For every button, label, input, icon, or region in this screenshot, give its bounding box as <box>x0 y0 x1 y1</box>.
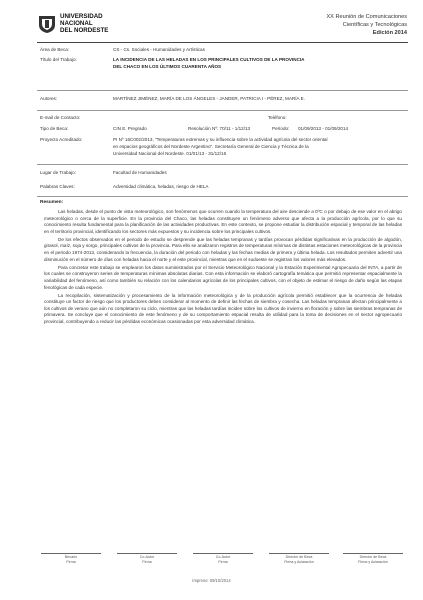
abstract-paragraph: Las heladas, desde el punto de vista meteorológico, son fenómenos que ocurren cuando la temperatura del aire desciende a 0ºC o por debajo de ese valor en el abrigo meteorológico o cerca de la superficie. En la provincia del Chaco, las heladas constituyen un fenómeno adverso que afecta a la producción agrícola, por lo que su conocimiento resulta fundamental para la planificación de las actividades productivas. En este contexto, se propone estudiar la distribución espacial y temporal de las heladas en el territorio provincial, identificando los sectores más expuestos y su incidencia sobre los principales cultivos. <box>44 209 402 234</box>
meeting-line-2: Científicas y Tecnológicas <box>342 22 407 28</box>
section-divider <box>37 164 408 165</box>
section-divider <box>37 110 408 111</box>
signature-line <box>41 553 101 554</box>
signature-block <box>41 553 101 564</box>
signature-caption: Firma <box>142 559 152 564</box>
section-divider <box>37 90 408 91</box>
title-label: Título del Trabajo: <box>40 57 77 62</box>
project-line-2: en espacios geográficos del Nordeste Argentino". Secretaría General de Ciencia y Técnica de la <box>113 144 309 149</box>
abstract-paragraph: De los efectos observados en el periodo de estudio se desprende que las heladas tempranas y tardías provocan pérdidas significativas en la producción de algodón, girasol, maíz, soja y sorgo, principales cultivos de la provincia. Para ello se analizaron registros de temperaturas mínimas de distintas estaciones meteorológicas de la provincia en el periodo 1974-2013, considerando la frecuencia, la duración del periodo con heladas y las fechas medias de primera y última helada. Los resultados permiten advertir una disminución en el número de días con heladas hacia el norte y el este provincial, mientras que en el sudoeste se registran los valores más elevados. <box>44 236 402 262</box>
abstract-paragraph: La recopilación, sistematización y procesamiento de la información meteorológica y de la producción agrícola permitió establecer que la ocurrencia de heladas constituye un factor de riesgo que los productores deben considerar al momento de definir las fechas de siembra y cosecha. Las heladas tempranas afectan principalmente a los cultivos de verano que aún no completaron su ciclo, mientras que las heladas tardías inciden sobre los cultivos de invierno en floración y sobre las siembras tempranas de primavera. Se concluye que el conocimiento de este fenómeno y de su comportamiento espacial resulta de utilidad para la toma de decisiones en el sector agropecuario provincial, contribuyendo a reducir las pérdidas económicas ocasionadas por esta adversidad climática. <box>44 292 402 324</box>
signature-role: Becario <box>64 555 78 559</box>
university-line-3: DEL NORDESTE <box>60 27 109 34</box>
signature-block <box>343 553 403 564</box>
signature-role: Director de Beca <box>359 555 387 559</box>
signature-block <box>117 553 177 564</box>
signature-caption: Firma y Aclaración <box>358 559 388 564</box>
title-line-2: DEL CHACO EN LOS ÚLTIMOS CUARENTA AÑOS <box>113 64 222 69</box>
workplace-value: Facultad de Humanidades <box>113 170 167 175</box>
title-line-1: LA INCIDENCIA DE LAS HELADAS EN LOS PRINCIPALES CULTIVOS DE LA PROVINCIA <box>113 57 305 62</box>
abstract-paragraph: Para concretar este trabajo se emplearon los datos suministrados por el Servicio Meteorológico Nacional y la Estación Experimental Agropecuaria del INTA, a partir de los cuales se construyeron series de temperaturas mínimas absolutas diarias. Con esta información se elaboró cartografía temática que permitió representar espacialmente la variabilidad del fenómeno, así como también su relación con los calendarios agrícolas de los principales cultivos, con el objeto de estimar el riesgo de daño según las etapas fenológicas de cada especie. <box>44 264 402 290</box>
signature-role: Co-Autor <box>139 555 155 559</box>
resolution-value: Resolución Nº: 70/11 - 1/12/13 <box>188 126 251 131</box>
document-header <box>0 0 423 40</box>
signature-line <box>343 553 403 554</box>
period-label: Período: <box>272 126 290 131</box>
signature-line <box>117 553 177 554</box>
project-label: Proyecto Acreditado: <box>40 137 83 142</box>
abstract-title: Resumen: <box>40 200 64 205</box>
university-line-2: NACIONAL <box>60 20 93 27</box>
authors-value: MARTÍNEZ JIMÉNEZ, MARÍA DE LOS ÁNGELES - JANDER, PATRICIA I - PÉREZ, MARÍA E. <box>113 96 305 101</box>
keywords-value: Adversidad climática, heladas, riesgo de HELA <box>113 184 209 189</box>
signature-caption: Firma y Aclaración <box>284 559 314 564</box>
email-label: E-mail de Contacto: <box>40 115 81 120</box>
edition-label: Edición 2014 <box>372 30 407 36</box>
area-value: CS - Cs. Sociales - Humanidades y Artísticas <box>113 47 205 52</box>
section-divider <box>37 196 408 197</box>
project-line-3: Universidad Nacional del Nordeste. 01/01/13 - 31/12/16 <box>113 151 227 156</box>
university-line-1: UNIVERSIDAD <box>60 13 103 20</box>
university-shield-icon <box>37 14 57 34</box>
university-name <box>60 13 108 34</box>
print-date: Impreso: 09/10/2014 <box>192 578 231 583</box>
project-line-1: PI Nº 16C002/2013, "Temperaturas extremas y su influencia sobre la actividad agrícola del sector oriental <box>113 137 328 142</box>
phone-label: Teléfono: <box>268 115 287 120</box>
signature-role: Director de Beca <box>285 555 313 559</box>
signature-line <box>193 553 253 554</box>
signature-line <box>269 553 329 554</box>
authors-label: Autores: <box>40 96 58 101</box>
meeting-title <box>326 13 407 37</box>
workplace-label: Lugar de Trabajo: <box>40 170 77 175</box>
signature-caption: Firma <box>66 559 76 564</box>
area-label: Área de Beca: <box>40 47 70 52</box>
meeting-line-1: XX Reunión de Comunicaciones <box>326 14 407 20</box>
keywords-label: Palabras Claves: <box>40 184 75 189</box>
signature-block <box>193 553 253 564</box>
signature-block <box>269 553 329 564</box>
header-divider <box>37 42 408 43</box>
signature-caption: Firma <box>218 559 228 564</box>
beca-type-label: Tipo de Beca: <box>40 126 69 131</box>
period-value: 01/09/2013 - 01/09/2014 <box>298 126 349 131</box>
beca-type-value: CIN E. Pregrado <box>113 126 147 131</box>
signature-role: Co-Autor <box>215 555 231 559</box>
abstract-body <box>44 209 402 327</box>
